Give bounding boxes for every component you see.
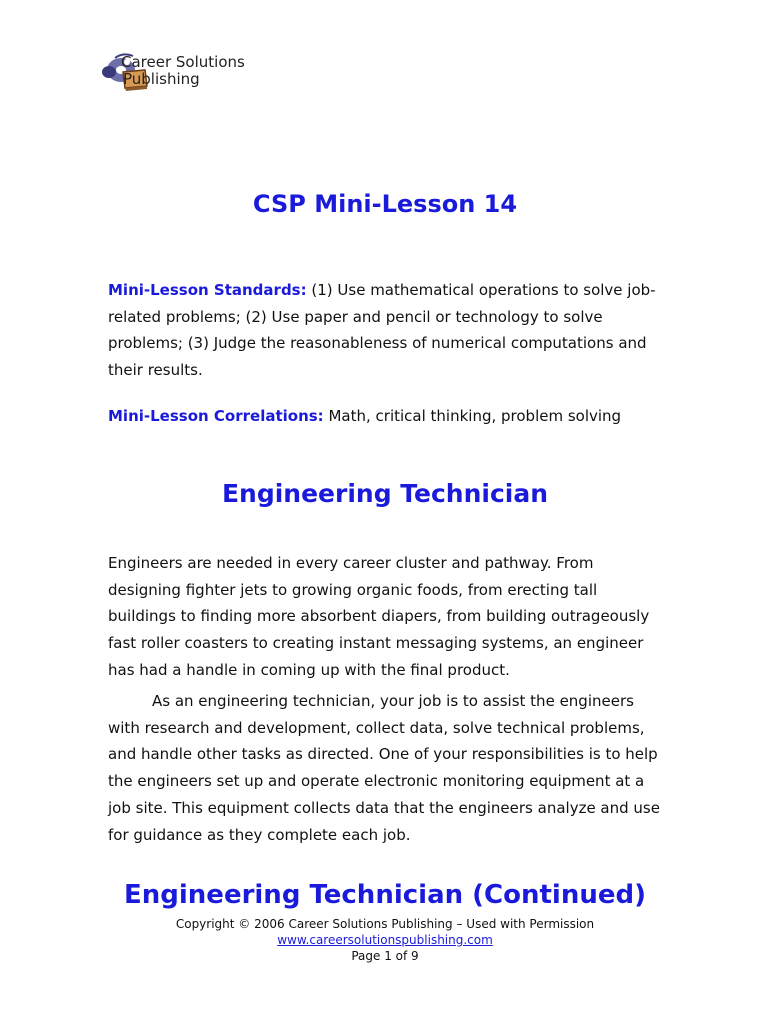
publisher-logo [101, 50, 271, 100]
continued-title: Engineering Technician (Continued) [124, 880, 646, 910]
correlations-label: Mini-Lesson Correlations: [108, 407, 324, 425]
page-number: Page 1 of 9 [351, 949, 419, 963]
correlations-paragraph [108, 403, 668, 430]
standards-label: Mini-Lesson Standards: [108, 281, 307, 299]
logo-line-2: Publishing [123, 70, 200, 88]
publisher-logo-text [121, 54, 245, 88]
responsibilities-paragraph [108, 688, 668, 848]
intro-paragraph: Engineers are needed in every career cluster and pathway. From designing fighter jets to growing organic foods, from erecting tall buildings to finding more absorbent diapers, from building outrageously fast roller coasters to creating instant messaging systems, an engineer has had a handle in coming up with the final product. [108, 554, 650, 679]
correlations-text: Math, critical thinking, problem solving [328, 407, 622, 425]
responsibilities-text: As an engineering technician, your job is to assist the engineers with research and development, collect data, solve technical problems, and handle other tasks as directed. One of your responsibilities is to help the engineers set up and operate electronic monitoring equipment at a job site. This equipment collects data that the engineers analyze and use for guidance as they complete each job. [108, 692, 660, 844]
lesson-title: CSP Mini-Lesson 14 [252, 190, 518, 218]
standards-text: (1) Use mathematical operations to solve job-related problems; (2) Use paper and pencil or technology to solve problems; (3) Judge the reasonableness of numerical computations and their results. [108, 281, 656, 380]
standards-paragraph [108, 277, 668, 384]
copyright-notice: Copyright © 2006 Career Solutions Publishing – Used with Permission [175, 917, 595, 931]
logo-line-1: Career Solutions [121, 53, 245, 71]
page-footer [0, 916, 770, 964]
section-title: Engineering Technician [221, 479, 549, 508]
publisher-website-link[interactable]: www.careersolutionspublishing.com [277, 933, 493, 947]
